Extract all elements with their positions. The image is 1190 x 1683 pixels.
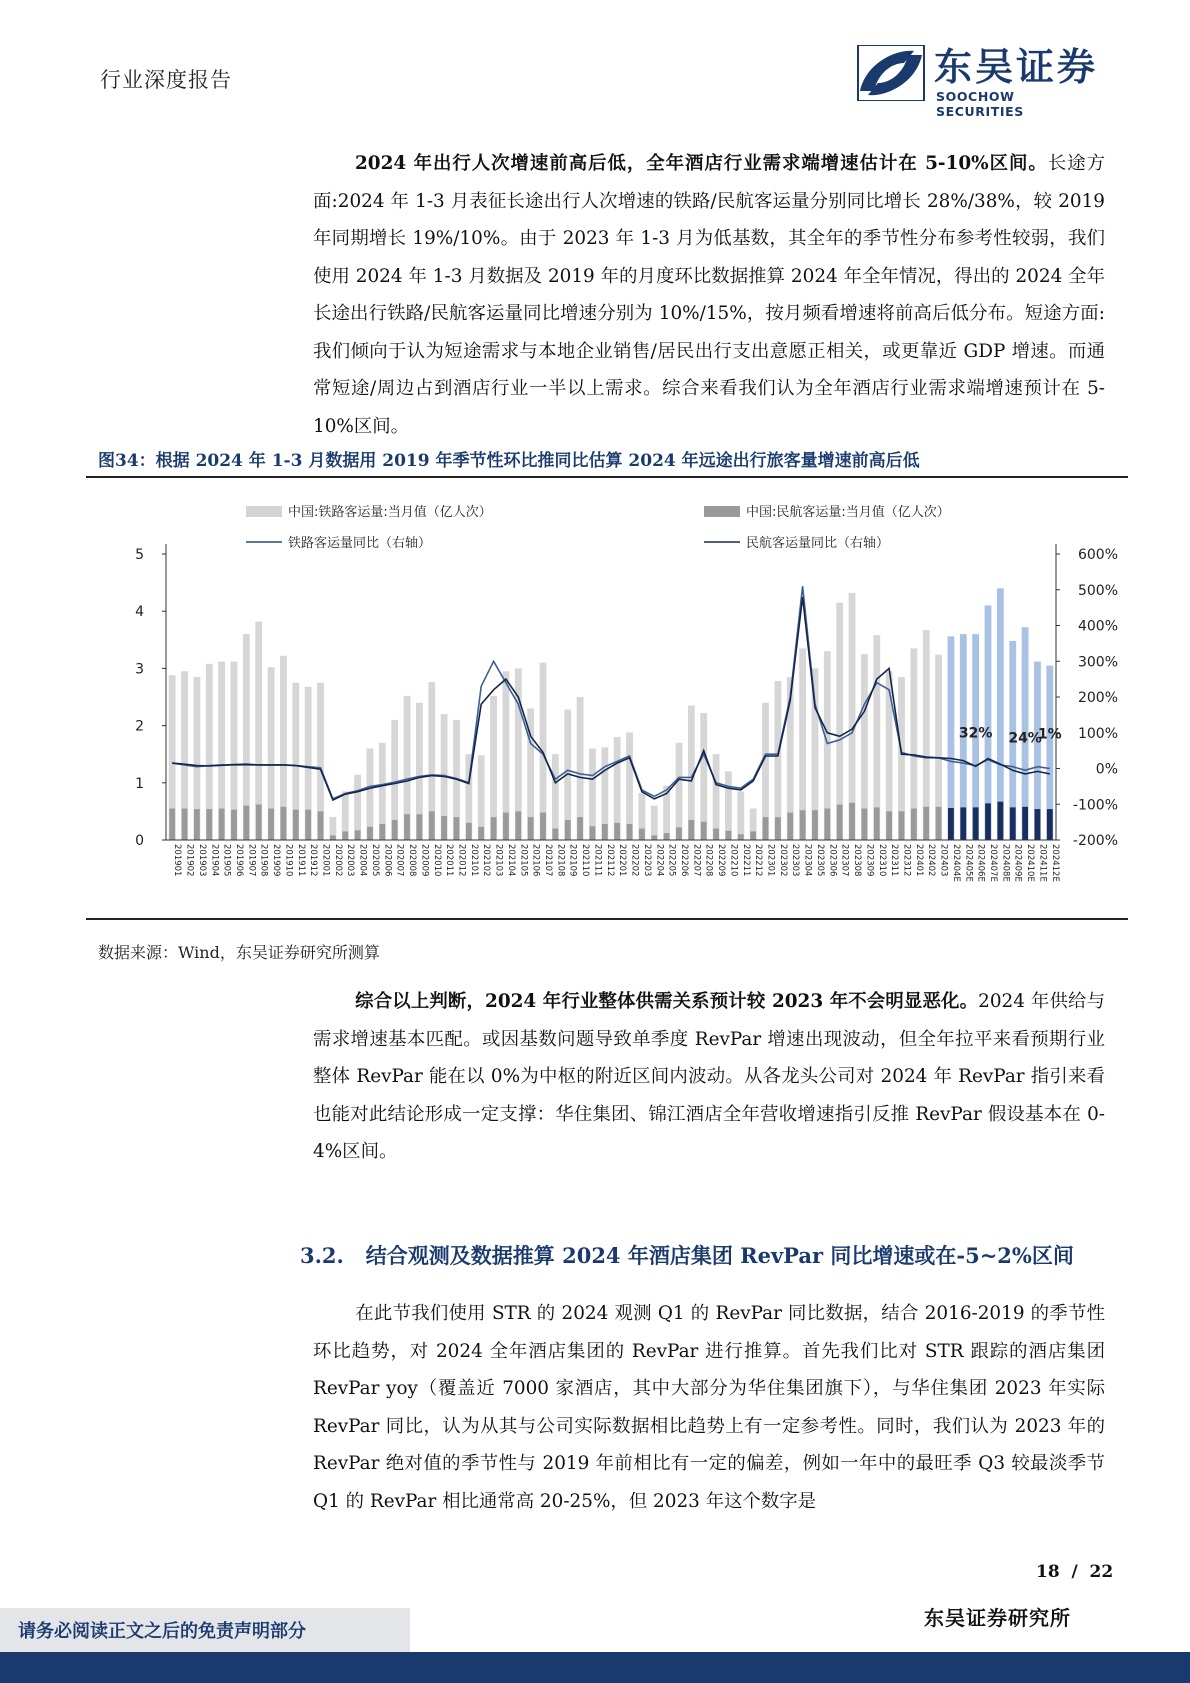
x-axis-tick: 202212 [753, 844, 764, 877]
air-bar [429, 811, 435, 840]
x-axis-tick: 202412E [1049, 844, 1060, 882]
air-bar [899, 811, 905, 840]
air-bar [478, 827, 484, 840]
air-bar [713, 829, 719, 840]
x-axis-tick: 202308 [852, 844, 862, 877]
air-bar [639, 829, 645, 840]
rail-bar [354, 775, 361, 840]
x-axis-tick: 202310 [876, 844, 887, 877]
rail-bar [774, 681, 781, 840]
x-axis-tick: 202006 [382, 844, 393, 877]
x-axis-tick: 202311 [889, 844, 900, 877]
x-axis-tick: 201902 [184, 844, 195, 877]
right-axis-tick: 500% [1077, 582, 1118, 599]
rail-bar [713, 754, 720, 840]
air-bar [701, 822, 707, 840]
x-axis-tick: 202012 [456, 844, 467, 877]
air-bar [874, 807, 880, 840]
air-bar [676, 827, 682, 840]
air-bar [169, 809, 175, 840]
air-bar [268, 809, 274, 840]
air-bar [194, 809, 200, 840]
air-bar [466, 823, 472, 840]
air-bar [552, 829, 558, 840]
x-axis-tick: 202403 [938, 844, 949, 877]
figure-source: 数据来源：Wind，东吴证券研究所测算 [98, 943, 380, 962]
x-axis-tick: 202203 [641, 844, 652, 877]
air-bar [1022, 807, 1028, 840]
rail-bar [651, 806, 658, 840]
air-bar [750, 831, 756, 840]
paragraph-body: 在此节我们使用 STR 的 2024 观测 Q1 的 RevPar 同比数据，结合 2016-2019 的季节性环比趋势，对 2024 全年酒店集团的 RevPar 进行推算。首先我们比对 STR 跟踪的酒店集团 RevPar yoy（覆盖近 7000 家酒店，其中大部分为华住集团旗下），与华住集团 2023 年实际 RevPar 同比，认为从其与公司实际数据相比趋势上有一定参考性。同时，我们认为 2023 年的 RevPar 绝对值的季节性与 2019 年前相比有一定的偏差，例如一年中的最旺季 Q3 较最淡季节 Q1 的 RevPar 相比通常高 20-25%，但 2023 年这个数字是 [313, 1303, 1105, 1512]
chart-annotation: 24% [1008, 730, 1042, 747]
x-axis-tick: 202210 [728, 844, 739, 877]
air-bar [824, 809, 830, 840]
x-axis-tick: 202406E [975, 844, 986, 882]
air-bar [379, 824, 385, 840]
air-bar [256, 805, 262, 840]
section-heading: 3.2. 结合观测及数据推算 2024 年酒店集团 RevPar 同比增速或在-5~2%区间 [300, 1243, 1074, 1268]
chart-annotation: 1% [1037, 726, 1062, 743]
air-bar [849, 803, 855, 840]
legend-swatch-rail [246, 506, 282, 517]
air-bar [577, 817, 583, 840]
passenger-chart [86, 480, 1128, 920]
x-axis-tick: 202204 [654, 844, 665, 877]
right-axis-tick: 100% [1077, 725, 1118, 742]
air-bar [911, 809, 917, 840]
rail-bar [552, 754, 559, 840]
right-axis-tick: 400% [1077, 618, 1118, 635]
air-bar [923, 807, 929, 840]
x-axis-tick: 202003 [345, 844, 356, 877]
air-bar [985, 803, 991, 840]
air-yoy-line [172, 597, 1050, 800]
rail-bar [589, 748, 596, 840]
x-axis-tick: 202102 [481, 844, 492, 877]
air-bar [330, 835, 336, 840]
left-axis-tick: 0 [135, 833, 144, 849]
rail-bar [367, 748, 374, 840]
right-axis-tick: 200% [1077, 690, 1118, 706]
x-axis-tick: 202109 [567, 844, 578, 877]
x-axis-tick: 202105 [518, 844, 529, 877]
x-axis-tick: 202207 [691, 844, 702, 877]
air-bar [936, 807, 942, 840]
x-axis-tick: 202405E [963, 844, 974, 882]
x-axis-tick: 202209 [716, 844, 727, 877]
air-bar [614, 823, 620, 840]
air-bar [540, 813, 546, 840]
x-axis-tick: 202010 [431, 844, 442, 877]
figure-title: 图34：根据 2024 年 1-3 月数据用 2019 年季节性环比推同比估算 2024 年远途出行旅客量增速前高后低 [98, 451, 920, 471]
x-axis-tick: 202309 [864, 844, 875, 877]
x-axis-tick: 202304 [802, 844, 813, 877]
legend-label: 中国:铁路客运量:当月值（亿人次） [288, 505, 492, 520]
air-bar [837, 805, 843, 840]
air-bar [293, 810, 299, 840]
air-bar [590, 826, 596, 840]
air-bar [948, 808, 954, 840]
disclaimer-notice: 请务必阅读正文之后的免责声明部分 [18, 1621, 306, 1642]
air-bar [775, 817, 781, 840]
air-bar [305, 810, 311, 840]
air-bar [763, 817, 769, 840]
rail-bar [836, 603, 843, 840]
x-axis-tick: 202211 [740, 844, 751, 877]
air-bar [664, 833, 670, 840]
figure-bottom-rule [86, 918, 1128, 920]
left-axis-tick: 4 [135, 604, 144, 621]
x-axis-tick: 202306 [827, 844, 838, 877]
x-axis-tick: 202007 [394, 844, 405, 877]
report-type: 行业深度报告 [100, 68, 232, 92]
rail-bar-series [169, 588, 1053, 840]
air-bar [355, 830, 361, 840]
x-axis-tick: 202404E [950, 844, 961, 882]
left-axis-tick: 5 [135, 547, 144, 563]
x-axis-tick: 201906 [234, 844, 244, 877]
air-bar [997, 802, 1003, 840]
air-bar [973, 807, 979, 840]
x-axis-tick: 202112 [604, 844, 615, 877]
air-bar [726, 831, 732, 840]
x-axis-tick: 201904 [209, 844, 220, 877]
x-axis-tick: 202402 [926, 844, 937, 877]
rail-bar [700, 713, 707, 840]
right-axis-tick: -200% [1072, 833, 1118, 849]
left-axis-tick: 3 [135, 661, 144, 678]
air-bar [1047, 809, 1053, 840]
x-axis-tick: 202206 [679, 844, 689, 877]
air-bar [787, 813, 793, 840]
air-bar [565, 820, 571, 840]
rail-bar [725, 771, 732, 840]
air-bar [602, 824, 608, 840]
air-bar [281, 807, 287, 840]
x-axis-tick: 202106 [530, 844, 541, 877]
air-bar [367, 827, 373, 840]
air-bar [503, 813, 509, 840]
air-bar [862, 809, 868, 840]
x-axis-tick: 202002 [332, 844, 343, 877]
air-bar [1010, 807, 1016, 840]
air-bar [651, 835, 657, 840]
x-axis-tick: 202411E [1037, 844, 1048, 882]
legend-label: 民航客运量同比（右轴） [746, 536, 890, 551]
x-axis-tick: 202005 [370, 844, 380, 877]
paragraph-body: 2024 年供给与需求增速基本匹配。或因基数问题导致单季度 RevPar 增速出现波动，但全年拉平来看预期行业整体 RevPar 能在以 0%为中枢的附近区间内波动。从各龙头公司对 2024 年 RevPar 指引来看也能对此结论形成一定支撑：华住集团、锦江酒店全年营收增速指引反推 RevPar 假设基本在 0-4%区间。 [313, 991, 1105, 1162]
air-bar [231, 810, 237, 840]
x-axis-tick: 202401 [913, 844, 924, 877]
x-axis-tick: 201908 [258, 844, 269, 877]
paragraph-revpar [313, 1295, 1105, 1520]
x-axis-tick: 202302 [777, 844, 788, 877]
x-axis-tick: 201912 [308, 844, 319, 877]
right-axis-tick: 300% [1077, 654, 1118, 671]
left-axis-tick: 1 [135, 775, 144, 792]
air-bar-series [169, 802, 1052, 840]
air-bar [441, 816, 447, 840]
air-bar [219, 809, 225, 840]
right-axis-tick: -100% [1072, 797, 1118, 814]
logo-english-name: SOOCHOW SECURITIES [936, 89, 1024, 119]
paragraph-lead: 综合以上判断，2024 年行业整体供需关系预计较 2023 年不会明显恶化。 [355, 991, 979, 1012]
x-axis-tick: 202103 [493, 844, 504, 877]
x-axis-tick: 201905 [221, 844, 232, 877]
rail-bar [676, 743, 683, 840]
x-axis-tick: 202202 [629, 844, 640, 877]
x-axis-tick: 202208 [703, 844, 714, 877]
left-axis-tick: 2 [135, 718, 144, 735]
air-bar [960, 807, 966, 840]
x-axis-tick: 202201 [617, 844, 628, 877]
x-axis-tick: 201907 [246, 844, 257, 877]
footer-firm: 东吴证券研究所 [924, 1606, 1071, 1630]
air-bar [182, 809, 188, 840]
x-axis-tick: 202408E [1000, 844, 1011, 882]
logo-chinese-name: 东吴证券 [934, 45, 1099, 89]
air-bar [886, 811, 892, 840]
paragraph-conclusion [313, 983, 1105, 1171]
x-axis-tick: 201901 [172, 844, 183, 877]
air-bar [800, 810, 806, 840]
air-bar [206, 809, 212, 840]
x-axis-tick: 202108 [555, 844, 566, 877]
x-axis-tick: 202205 [666, 844, 677, 877]
air-bar [243, 806, 249, 840]
paragraph-demand [313, 145, 1105, 445]
air-bar [1035, 809, 1041, 840]
right-axis-tick: 0% [1095, 761, 1118, 778]
x-axis-tick: 202303 [790, 844, 801, 877]
x-axis-tick: 201910 [283, 844, 294, 877]
legend-label: 中国:民航客运量:当月值（亿人次） [746, 505, 950, 520]
x-axis-tick: 202312 [901, 844, 912, 877]
figure-top-rule [86, 476, 1128, 478]
footer-bar [0, 1652, 1190, 1683]
paragraph-lead: 2024 年出行人次增速前高后低，全年酒店行业需求端增速估计在 5-10%区间。 [355, 153, 1048, 174]
x-axis-tick: 202301 [765, 844, 776, 877]
yoy-line-series [172, 586, 1050, 800]
x-axis-tick: 202409E [1012, 844, 1023, 882]
x-axis-tick: 202008 [407, 844, 417, 877]
x-axis-tick: 202305 [815, 844, 825, 877]
x-axis-tick: 202110 [580, 844, 591, 877]
x-axis-tick: 202407E [988, 844, 998, 882]
x-axis-tick: 202307 [839, 844, 850, 877]
logo-mark-icon [856, 45, 926, 101]
air-bar [454, 817, 460, 840]
air-bar [417, 814, 423, 840]
x-axis-tick: 202111 [592, 844, 603, 877]
x-axis-tick: 202001 [320, 844, 331, 877]
air-bar [528, 817, 534, 840]
air-bar [627, 824, 633, 840]
air-bar [318, 811, 324, 840]
x-axis-tick: 202009 [419, 844, 430, 877]
chart-legend [246, 504, 950, 551]
air-bar [342, 831, 348, 840]
x-axis-tick: 201909 [271, 844, 282, 877]
x-axis-tick: 202011 [444, 844, 455, 877]
rail-bar [626, 732, 633, 840]
company-logo [856, 45, 1106, 119]
right-axis-tick: 600% [1077, 547, 1118, 563]
air-bar [812, 810, 818, 840]
air-bar [688, 820, 694, 840]
air-bar [491, 817, 497, 840]
page-number: 18 / 22 [1036, 1562, 1114, 1582]
x-axis-tick: 202104 [505, 844, 516, 877]
air-bar [404, 814, 410, 840]
air-bar [738, 834, 744, 840]
x-axis-tick: 202101 [468, 844, 479, 877]
legend-swatch-air [704, 506, 740, 517]
x-axis-tick: 201903 [196, 844, 207, 877]
x-axis-tick: 202004 [357, 844, 368, 877]
paragraph-body: 长途方面:2024 年 1-3 月表征长途出行人次增速的铁路/民航客运量分别同比增长 28%/38%，较 2019 年同期增长 19%/10%。由于 2023 年 1-3 月为低基数，其全年的季节性分布参考性较弱，我们使用 2024 年 1-3 月数据及 2019 年的月度环比数据推算 2024 年全年情况，得出的 2024 全年长途出行铁路/民航客运量同比增速分别为 10%/15%，按月频看增速将前高后低分布。短途方面: 我们倾向于认为短途需求与本地企业销售/居民出行支出意愿正相关，或更靠近 GDP 增速。而通常短途/周边占到酒店行业一半以上需求。综合来看我们认为全年酒店行业需求端增速预计在 5-10%区间。 [313, 153, 1105, 437]
rail-bar [737, 791, 744, 840]
x-axis-tick: 202107 [543, 844, 553, 877]
air-bar [392, 820, 398, 840]
legend-label: 铁路客运量同比（右轴） [288, 536, 432, 551]
x-axis-tick: 201911 [295, 844, 306, 877]
air-bar [515, 811, 521, 840]
x-axis-tick: 202410E [1025, 844, 1036, 882]
chart-annotation: 32% [958, 725, 993, 742]
